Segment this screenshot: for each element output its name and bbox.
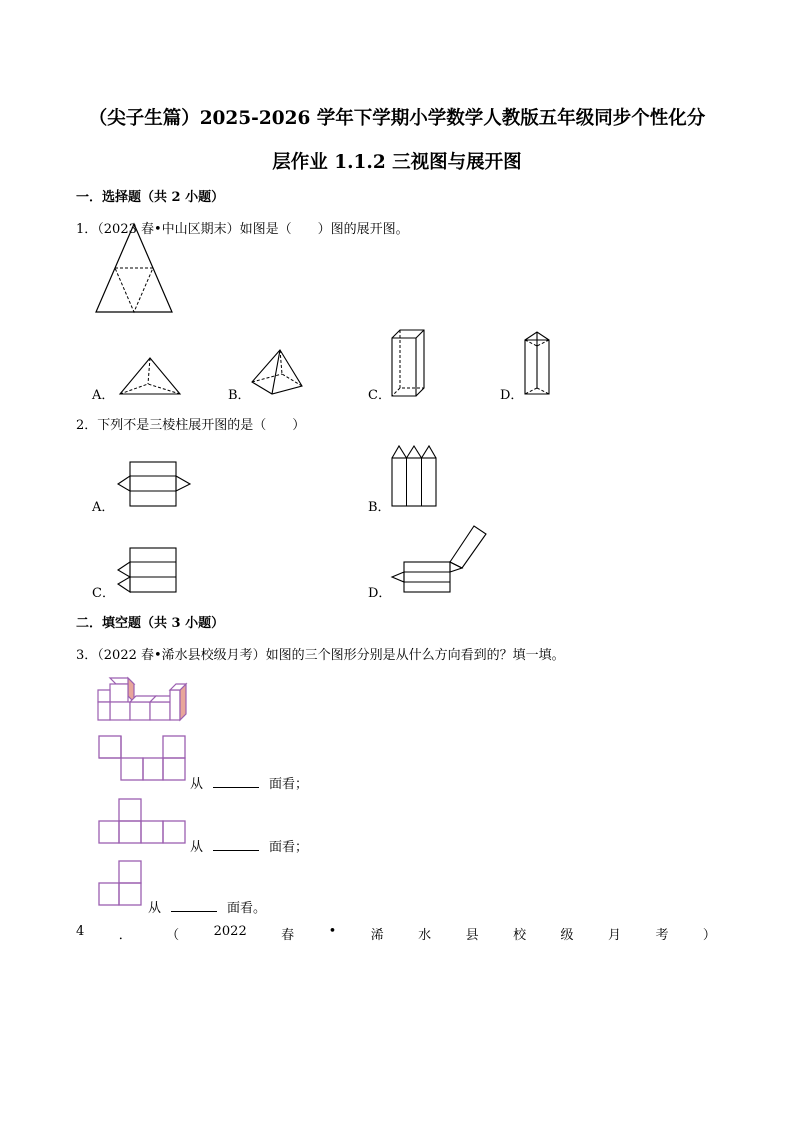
- q3-view-1-blank[interactable]: [213, 776, 259, 788]
- q4-token: 县: [465, 928, 479, 943]
- question-2-text: 2．下列不是三棱柱展开图的是（ ）: [76, 418, 306, 433]
- q4-token: 2022: [213, 924, 247, 939]
- q4-token: （: [166, 928, 180, 943]
- q1-net-figure: [94, 222, 174, 314]
- q3-view-2-look: 面看；: [269, 840, 309, 855]
- q4-token: 4: [76, 924, 85, 939]
- q4-token: •: [328, 924, 337, 939]
- q3-view-1-from: 从: [190, 777, 204, 792]
- q1-option-b-label[interactable]: B．: [228, 388, 251, 403]
- q3-view-2-from: 从: [190, 840, 204, 855]
- q1-option-a-figure: [118, 356, 182, 396]
- q1-option-b-figure: [250, 348, 306, 396]
- q3-view-2-figure: [98, 798, 188, 846]
- q1-option-a-label[interactable]: A．: [92, 388, 115, 403]
- q3-view-1-figure: [98, 735, 188, 781]
- q1-option-c-label[interactable]: C．: [368, 388, 391, 403]
- q3-view-3-from: 从: [148, 901, 162, 916]
- q3-view-1-answer: [190, 773, 308, 792]
- q3-view-3-answer: [148, 897, 266, 916]
- q4-token: 春: [281, 928, 295, 943]
- question-3-text: 3．（2022 春•浠水县校级月考）如图的三个图形分别是从什么方向看到的？填一填。: [76, 648, 565, 663]
- title-line-2: 层作业 1.1.2 三视图与展开图: [272, 152, 522, 173]
- q4-token: 水: [418, 928, 432, 943]
- q2-option-a-label[interactable]: A．: [92, 500, 115, 515]
- q1-option-d-figure: [523, 330, 551, 396]
- q3-view-2-answer: [190, 836, 308, 855]
- q4-token: 考: [655, 928, 669, 943]
- q4-token: 浠: [370, 928, 384, 943]
- section-heading-fill: 二．填空题（共 3 小题）: [76, 616, 225, 631]
- q2-option-b-label[interactable]: B．: [368, 500, 391, 515]
- q4-token: ．: [118, 928, 132, 943]
- q1-option-c-figure: [390, 328, 426, 398]
- q2-option-d-figure: [390, 524, 490, 594]
- q2-option-a-figure: [116, 460, 192, 508]
- q3-view-2-blank[interactable]: [213, 839, 259, 851]
- question-4-line: [76, 924, 716, 943]
- q4-token: 级: [560, 928, 574, 943]
- question-1-text: 1．（2023 春•中山区期末）如图是（ ）图的展开图。: [76, 222, 409, 237]
- q2-option-d-label[interactable]: D．: [368, 586, 392, 601]
- section-heading-choice: 一．选择题（共 2 小题）: [76, 190, 225, 205]
- q4-token: ）: [702, 928, 716, 943]
- title-line-1: （尖子生篇）2025-2026 学年下学期小学数学人教版五年级同步个性化分: [88, 108, 706, 129]
- q3-cube-stack-figure: [98, 676, 190, 722]
- q1-option-d-label[interactable]: D．: [500, 388, 524, 403]
- q3-view-1-look: 面看；: [269, 777, 309, 792]
- q2-option-c-label[interactable]: C．: [92, 586, 115, 601]
- q4-token: 校: [513, 928, 527, 943]
- q2-option-c-figure: [116, 546, 182, 594]
- q3-view-3-blank[interactable]: [171, 900, 217, 912]
- q2-option-b-figure: [390, 444, 438, 508]
- q3-view-3-look: 面看。: [227, 901, 267, 916]
- q3-view-3-figure: [98, 860, 144, 908]
- q4-token: 月: [607, 928, 621, 943]
